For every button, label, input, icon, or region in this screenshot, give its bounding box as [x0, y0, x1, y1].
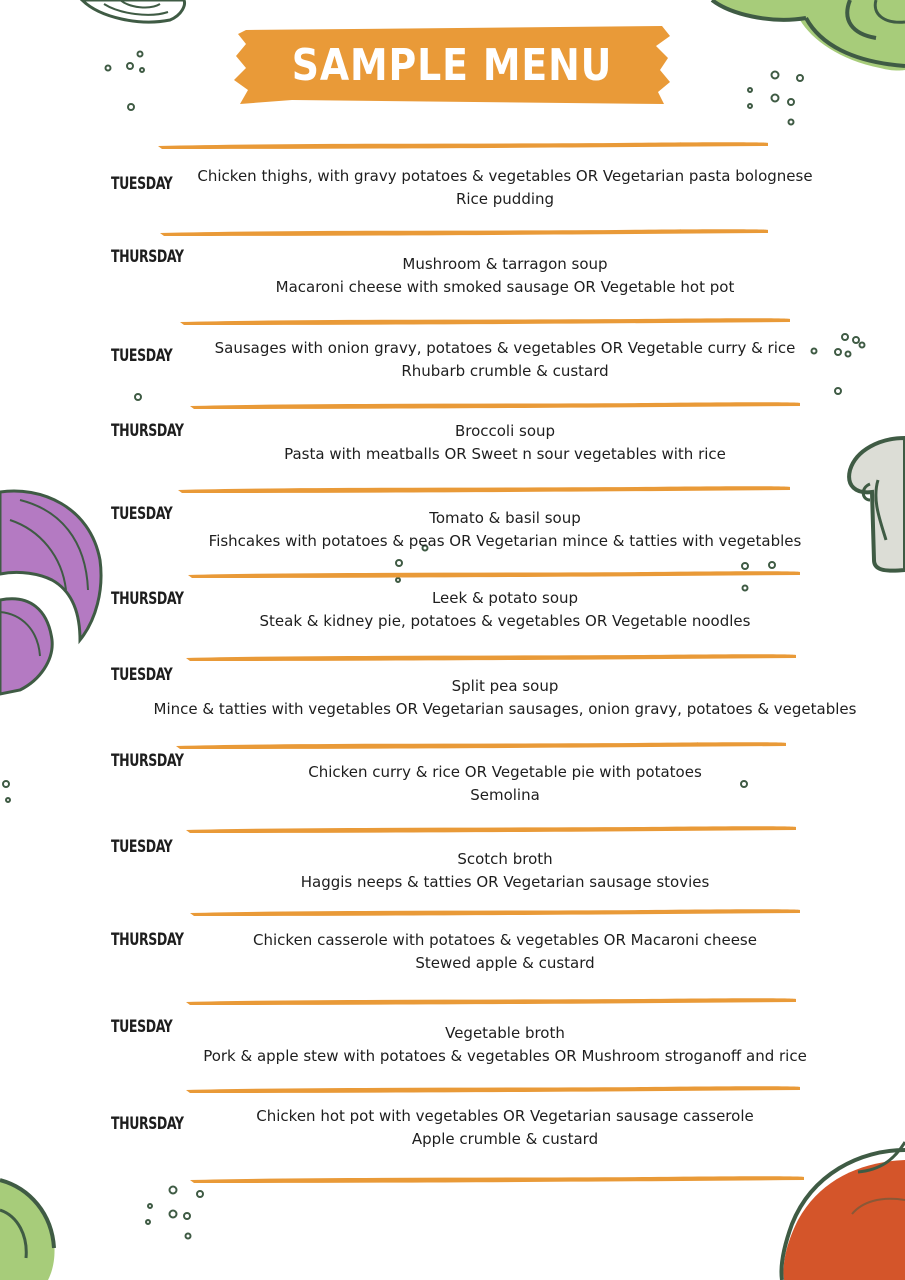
day-label: TUESDAY	[111, 837, 173, 857]
menu-line-secondary: Pasta with meatballs OR Sweet n sour vegetables with rice	[284, 445, 726, 463]
day-label: THURSDAY	[111, 751, 184, 771]
day-label: THURSDAY	[111, 589, 184, 609]
day-label: THURSDAY	[111, 1114, 184, 1134]
menu-line-main: Chicken casserole with potatoes & vegetables OR Macaroni cheese	[253, 931, 757, 949]
day-label: TUESDAY	[111, 665, 173, 685]
menu-line-secondary: Mince & tatties with vegetables OR Vegetarian sausages, onion gravy, potatoes & vegetables	[153, 700, 857, 718]
brush-divider	[186, 823, 796, 835]
cabbage-icon	[0, 1180, 55, 1280]
menu-line-main: Chicken thighs, with gravy potatoes & vegetables OR Vegetarian pasta bolognese	[197, 167, 813, 185]
brush-divider	[158, 139, 768, 151]
menu-line-secondary: Macaroni cheese with smoked sausage OR Vegetable hot pot	[275, 278, 735, 296]
menu-line-main: Tomato & basil soup	[429, 509, 581, 527]
brush-divider	[186, 995, 796, 1007]
menu-line-main: Leek & potato soup	[431, 589, 579, 607]
menu-line-main: Scotch broth	[457, 850, 553, 868]
menu-line-main: Broccoli soup	[454, 422, 556, 440]
brush-divider	[186, 651, 796, 663]
brush-divider	[190, 399, 800, 411]
lettuce-icon	[712, 0, 905, 71]
menu-line-main: Chicken hot pot with vegetables OR Vegetarian sausage casserole	[256, 1107, 754, 1125]
onion-sketch-icon	[82, 0, 184, 22]
menu-line-secondary: Stewed apple & custard	[415, 954, 595, 972]
menu-line-secondary: Apple crumble & custard	[411, 1130, 599, 1148]
page-title: SAMPLE MENU	[291, 39, 613, 91]
menu-line-secondary: Semolina	[470, 786, 540, 804]
menu-line-main: Split pea soup	[451, 677, 559, 695]
menu-line-main: Mushroom & tarragon soup	[402, 255, 608, 273]
day-label: THURSDAY	[111, 421, 184, 441]
menu-line-secondary: Fishcakes with potatoes & peas OR Vegetarian mince & tatties with vegetables	[208, 532, 802, 550]
brush-divider	[186, 1083, 800, 1095]
garlic-icon	[0, 491, 101, 694]
day-label: THURSDAY	[111, 930, 184, 950]
menu-line-secondary: Pork & apple stew with potatoes & vegetables OR Mushroom stroganoff and rice	[203, 1047, 807, 1065]
menu-line-secondary: Rhubarb crumble & custard	[401, 362, 609, 380]
day-label: TUESDAY	[111, 504, 173, 524]
menu-line-secondary: Rice pudding	[455, 190, 555, 208]
day-label: TUESDAY	[111, 1017, 173, 1037]
brush-divider	[178, 483, 790, 495]
menu-line-main: Chicken curry & rice OR Vegetable pie with potatoes	[308, 763, 702, 781]
brush-divider	[180, 315, 790, 327]
day-label: TUESDAY	[111, 346, 173, 366]
brush-divider	[190, 1173, 804, 1185]
menu-line-secondary: Steak & kidney pie, potatoes & vegetables OR Vegetable noodles	[259, 612, 751, 630]
tomato-icon	[781, 1142, 905, 1280]
brush-divider	[188, 568, 800, 580]
brush-divider	[190, 906, 800, 918]
menu-line-secondary: Haggis neeps & tatties OR Vegetarian sausage stovies	[300, 873, 710, 891]
day-label: THURSDAY	[111, 247, 184, 267]
day-label: TUESDAY	[111, 174, 173, 194]
brush-divider	[160, 226, 768, 238]
menu-line-main: Sausages with onion gravy, potatoes & vegetables OR Vegetable curry & rice	[214, 339, 796, 357]
menu-line-main: Vegetable broth	[445, 1024, 565, 1042]
brush-divider	[176, 739, 786, 751]
